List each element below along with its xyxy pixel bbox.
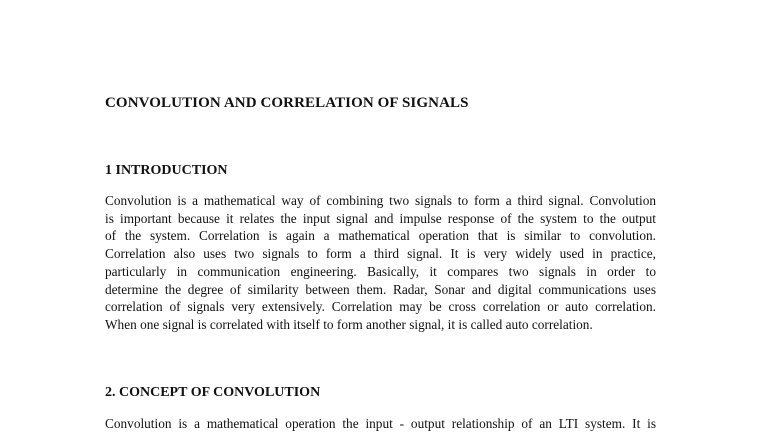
paragraph-line: Convolution is a mathematical way of combining two signals to form a third signal. Convolution — [105, 193, 656, 208]
paragraph-line: determine the degree of similarity between them. Radar, Sonar and digital communications uses — [105, 281, 656, 297]
paragraph-line: is important because it relates the input signal and impulse response of the system to the output — [105, 210, 656, 226]
concept-paragraph — [105, 415, 656, 433]
paragraph-line: particularly in communication engineering. Basically, it compares two signals in order to — [105, 263, 656, 279]
document-title: CONVOLUTION AND CORRELATION OF SIGNALS — [105, 95, 469, 111]
paragraph-line: correlation of signals very extensively. Correlation may be cross correlation or auto correlation. — [105, 299, 656, 315]
introduction-paragraph — [105, 192, 656, 334]
paragraph-line: of the system. Correlation is again a mathematical operation that is similar to convolution. — [105, 228, 656, 244]
paragraph-line: When one signal is correlated with itself to form another signal, it is called auto correlation. — [105, 316, 593, 332]
section-heading-concept-of-convolution: 2. CONCEPT OF CONVOLUTION — [105, 385, 321, 400]
paragraph-line: Correlation also uses two signals to form a third signal. It is very widely used in practice, — [105, 246, 656, 262]
paragraph-line: Convolution is a mathematical operation the input - output relationship of an LTI system. It is — [105, 416, 656, 431]
section-heading-introduction: 1 INTRODUCTION — [105, 163, 228, 178]
